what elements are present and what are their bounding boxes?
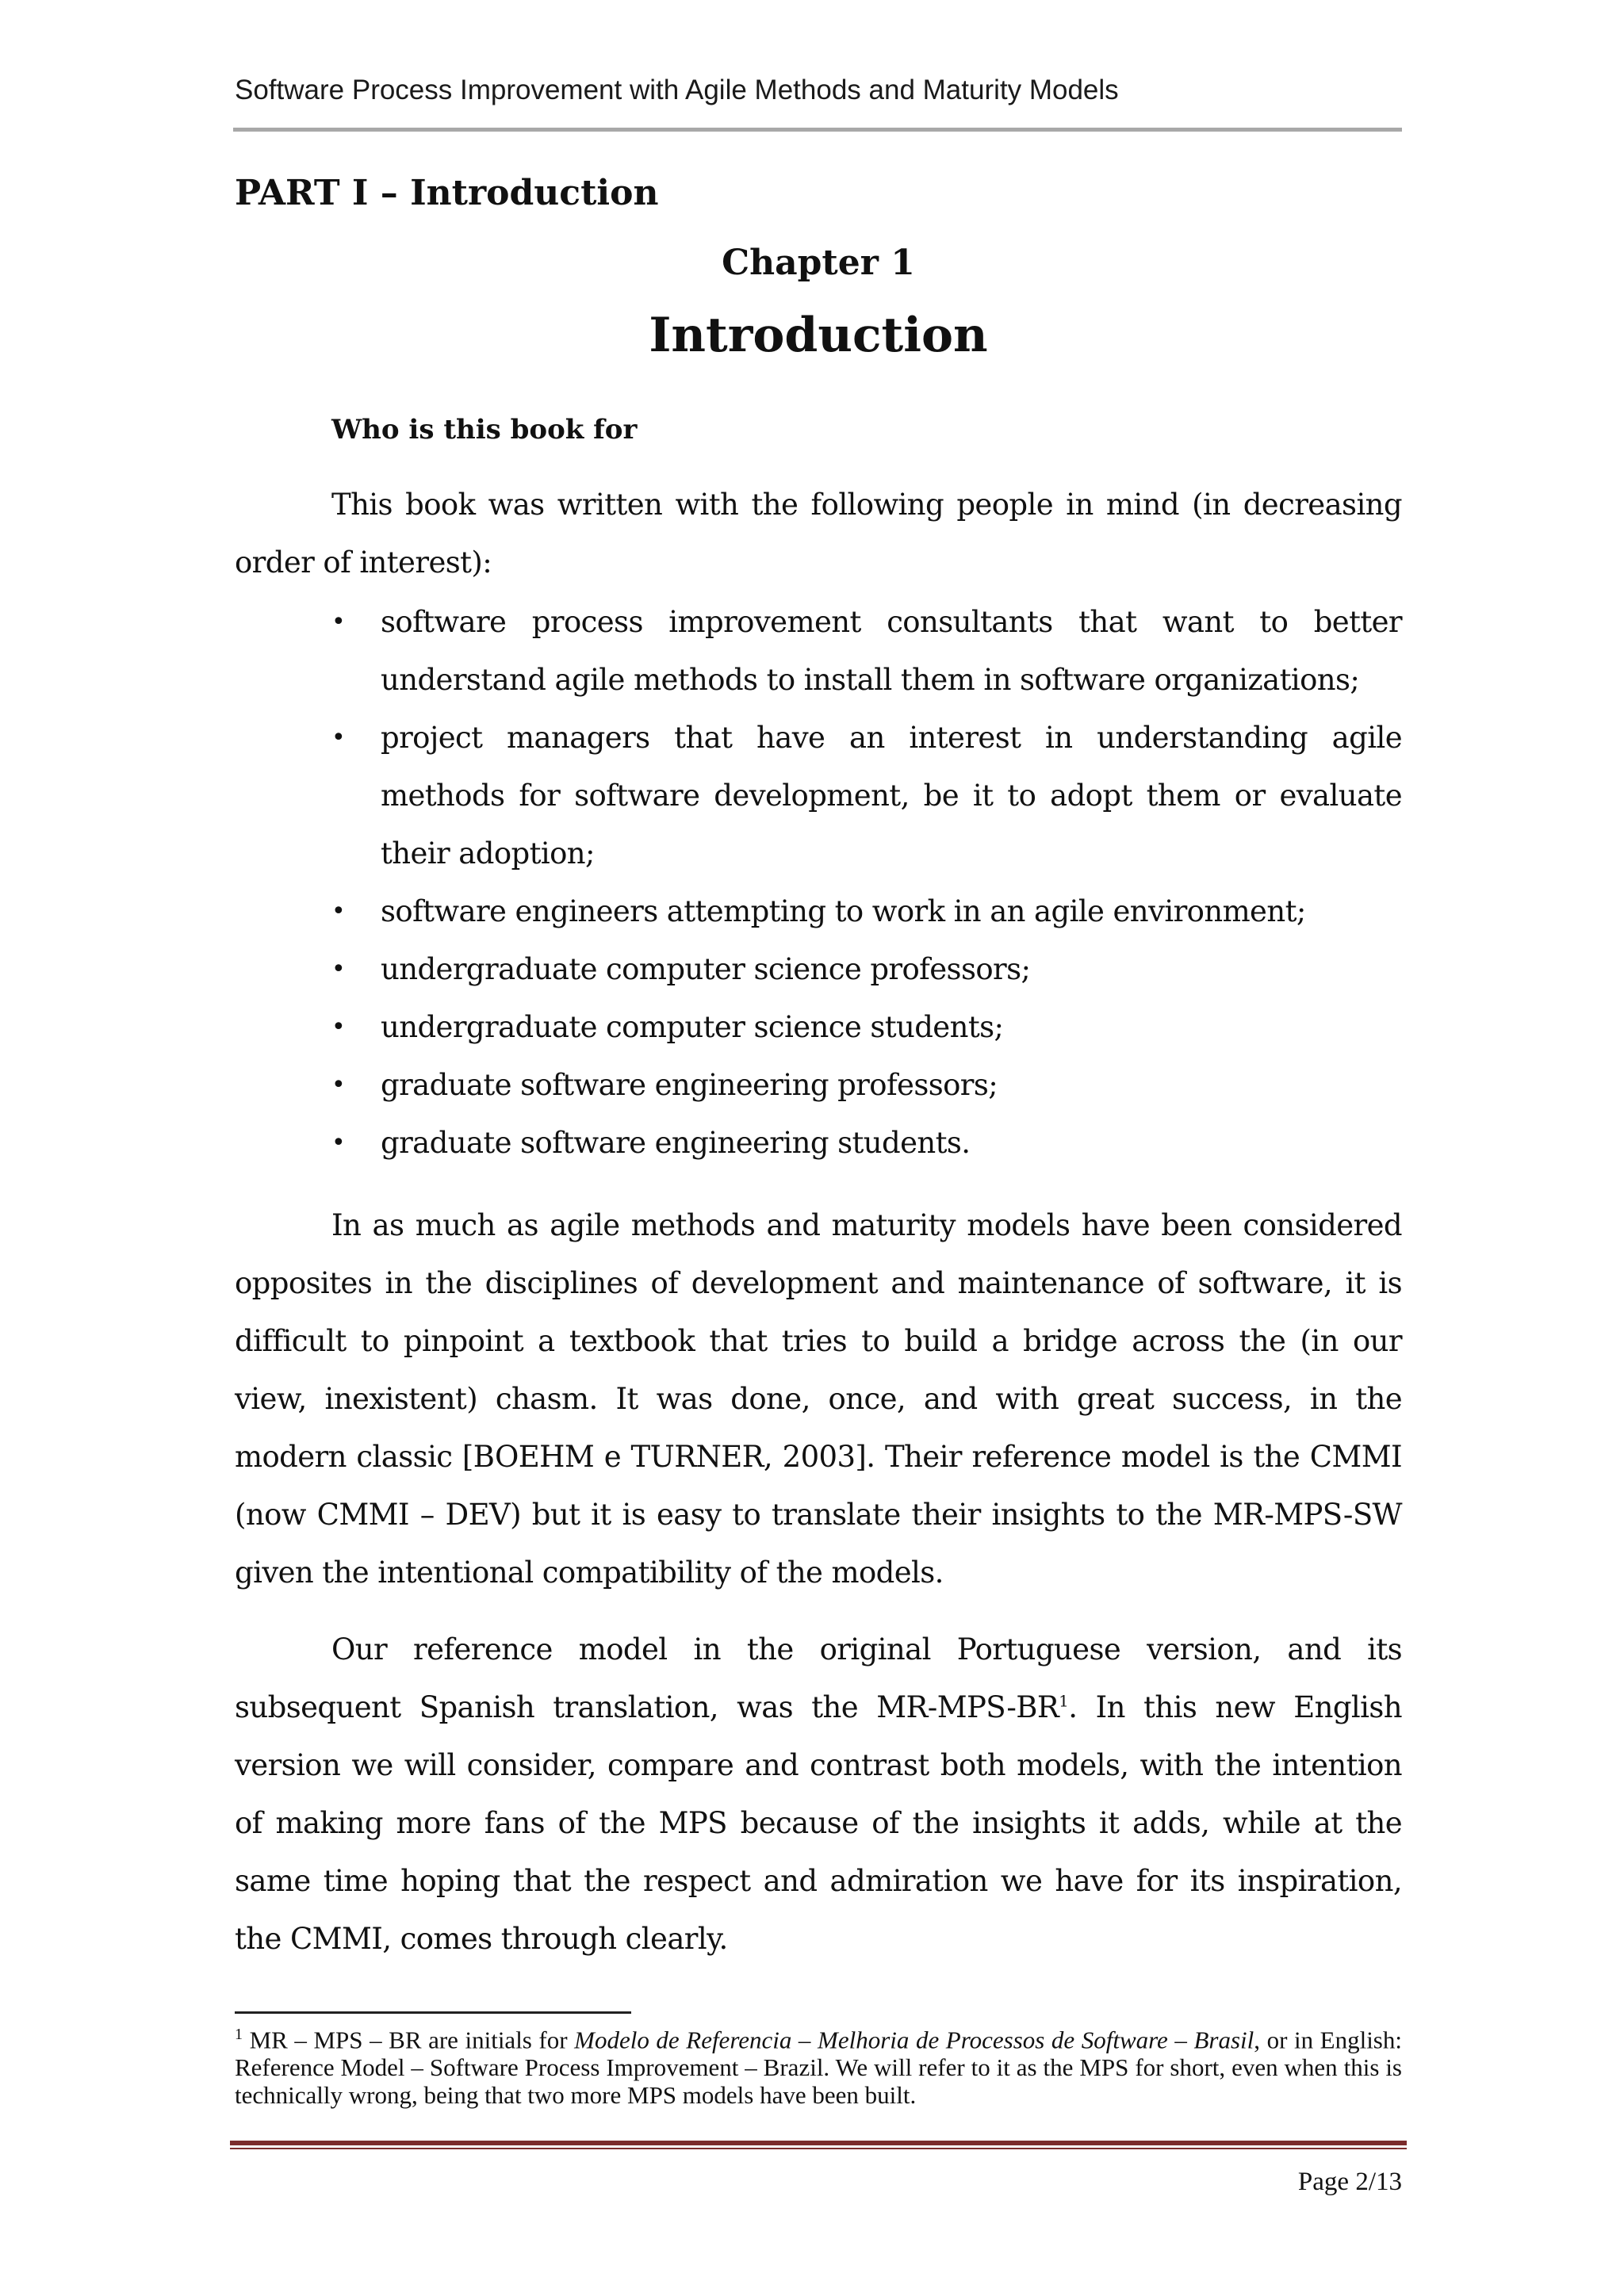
bullet-icon: • — [331, 897, 346, 925]
list-item-text: software process improvement consultants that want to better understand agile methods to install them in software organizations; — [381, 605, 1402, 697]
footnote-italic-text: Modelo de Referencia – Melhoria de Processos de Software – Brasil — [574, 2026, 1254, 2054]
list-item-text: software engineers attempting to work in an agile environment; — [381, 894, 1306, 928]
footer-rule-thin — [230, 2148, 1407, 2149]
header-rule — [233, 128, 1402, 132]
list-item — [235, 593, 1402, 709]
footnote-reference[interactable]: 1 — [1059, 1691, 1069, 1711]
list-item — [235, 998, 1402, 1056]
bullet-icon: • — [331, 1071, 346, 1099]
audience-list — [235, 593, 1402, 1172]
list-item-text: graduate software engineering professors; — [381, 1068, 998, 1102]
list-item-text: undergraduate computer science students; — [381, 1010, 1004, 1044]
footnote-text: MR – MPS – BR are initials for — [243, 2026, 575, 2054]
chapter-label: Chapter 1 — [722, 243, 915, 283]
bullet-icon: • — [331, 955, 346, 983]
running-header: Software Process Improvement with Agile Methods and Maturity Models — [235, 75, 1119, 105]
footer-rule — [230, 2141, 1407, 2145]
list-item-text: graduate software engineering students. — [381, 1126, 971, 1160]
list-item — [235, 1056, 1402, 1114]
footnote-separator — [235, 2011, 631, 2014]
part-title: PART I – Introduction — [235, 173, 659, 213]
body-paragraph-2: In as much as agile methods and maturity models have been considered opposites in the disciplines of development and maintenance of software, it is difficult to pinpoint a textbook that tries to build a bridge across the (in our view, inexistent) chasm. It was done, once, and with great success, in the modern classic [BOEHM e TURNER, 2003]. Their reference model is the CMMI (now CMMI – DEV) but it is easy to translate their insights to the MR-MPS-SW given the intentional compatibility of the models. — [235, 1208, 1402, 1590]
body-paragraph-3 — [235, 1621, 1402, 1968]
list-item — [235, 709, 1402, 882]
paragraph-text: . In this new English version we will consider, compare and contrast both models, with the intention of making more fans of the MPS because of the insights it adds, while at the same time hoping that the respect and admiration we have for its inspiration, the CMMI, comes through clearly. — [235, 1690, 1403, 1956]
footnote-marker: 1 — [235, 2026, 243, 2043]
list-item-text: project managers that have an interest in understanding agile methods for software development, be it to adopt them or evaluate their adoption; — [381, 721, 1402, 871]
page-number: Page 2/13 — [1297, 2168, 1402, 2196]
intro-paragraph: This book was written with the following people in mind (in decreasing order of interest): — [235, 488, 1402, 580]
footnote — [235, 2021, 1402, 2109]
bullet-icon: • — [331, 1013, 346, 1041]
list-item — [235, 1114, 1402, 1172]
section-heading: Who is this book for — [331, 414, 638, 446]
list-item-text: undergraduate computer science professors; — [381, 952, 1031, 986]
bullet-icon: • — [331, 724, 346, 752]
bullet-icon: • — [331, 1129, 346, 1157]
bullet-icon: • — [331, 608, 346, 636]
list-item — [235, 882, 1402, 940]
list-item — [235, 940, 1402, 998]
chapter-title: Introduction — [649, 308, 988, 363]
footnote-text: , or in English: Reference Model – Software Process Improvement – Brazil. We will refer to it as the MPS for short, even when this is technically wrong, being that two more MPS models have been built. — [235, 2026, 1402, 2110]
paragraph-text: Our reference model in the original Portuguese version, and its subsequent Spanish translation, was the MR-MPS-BR — [235, 1632, 1402, 1724]
